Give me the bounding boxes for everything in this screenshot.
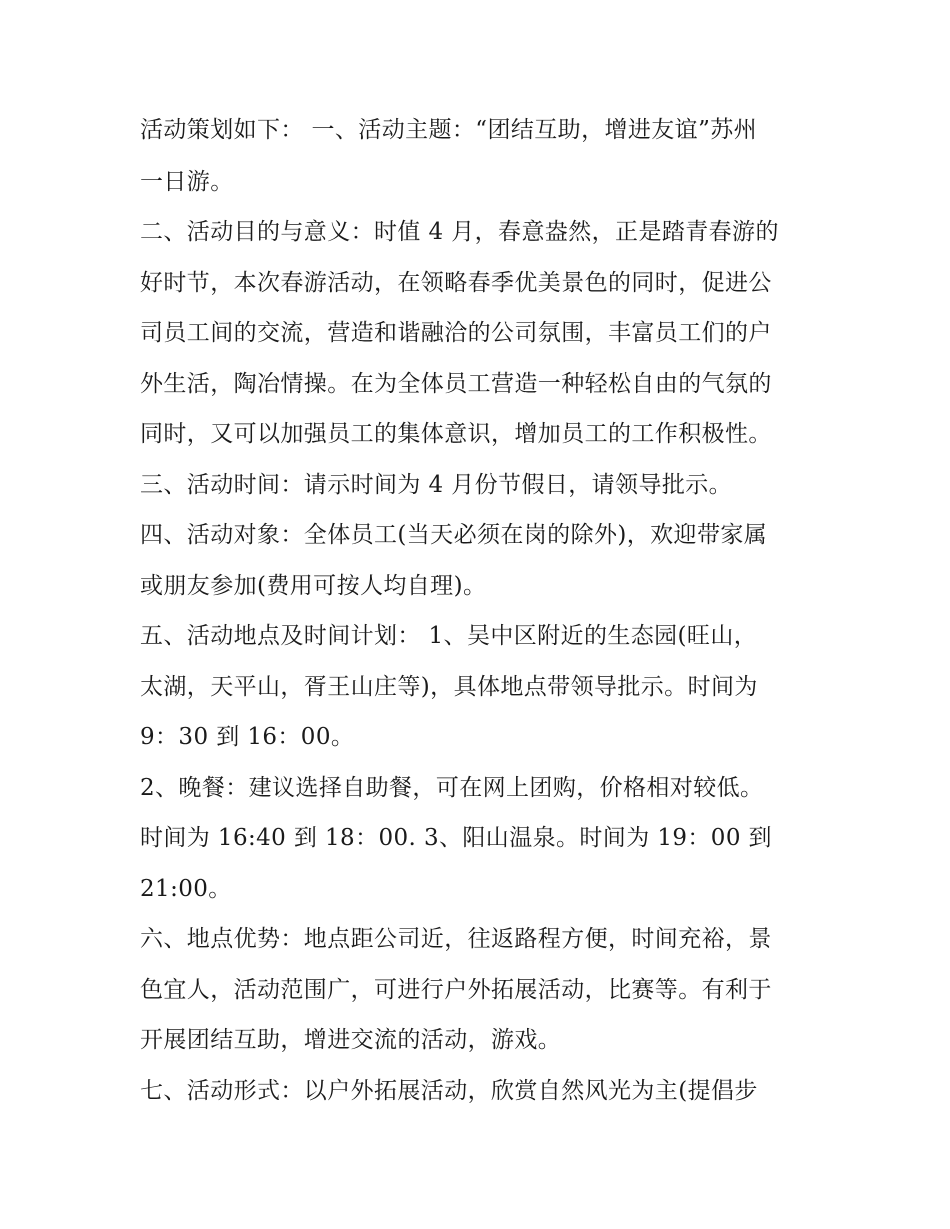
line-location-time: 9：30 到 16：00。 xyxy=(140,724,355,750)
line-theme: 活动策划如下： 一、活动主题：“团结互助，增进友谊”苏州 xyxy=(140,117,758,143)
line-advantage-2: 色宜人，活动范围广，可进行户外拓展活动，比赛等。有利于 xyxy=(140,977,772,1003)
line-spring-time: 21:00。 xyxy=(140,876,232,902)
line-location: 五、活动地点及时间计划： 1、吴中区附近的生态园(旺山， xyxy=(140,623,758,649)
line-purpose: 二、活动目的与意义：时值 4 月，春意盎然，正是踏青春游的 xyxy=(140,219,779,245)
line-purpose-2: 好时节，本次春游活动，在领略春季优美景色的同时，促进公 xyxy=(140,270,772,296)
line-purpose-3: 司员工间的交流，营造和谐融洽的公司氛围，丰富员工们的户 xyxy=(140,320,772,346)
line-advantage-3: 开展团结互助，增进交流的活动，游戏。 xyxy=(140,1027,562,1053)
line-purpose-4: 外生活，陶冶情操。在为全体员工营造一种轻松自由的气氛的 xyxy=(140,371,772,397)
line-location-2: 太湖，天平山，胥王山庄等)，具体地点带领导批示。时间为 xyxy=(140,674,758,700)
line-participants-2: 或朋友参加(费用可按人均自理)。 xyxy=(140,573,487,599)
line-purpose-5: 同时，又可以加强员工的集体意识，增加员工的工作积极性。 xyxy=(140,421,772,447)
line-time: 三、活动时间：请示时间为 4 月份节假日，请领导批示。 xyxy=(140,472,733,498)
line-theme-cont: 一日游。 xyxy=(140,169,234,195)
line-dinner-time: 时间为 16:40 到 18：00. 3、阳山温泉。时间为 19：00 到 xyxy=(140,825,772,851)
line-participants: 四、活动对象：全体员工(当天必须在岗的除外)，欢迎带家属 xyxy=(140,522,768,548)
line-format: 七、活动形式：以户外拓展活动，欣赏自然风光为主(提倡步 xyxy=(140,1078,758,1104)
line-dinner: 2、晚餐：建议选择自助餐，可在网上团购，价格相对较低。 xyxy=(140,775,764,801)
line-advantage: 六、地点优势：地点距公司近，往返路程方便，时间充裕，景 xyxy=(140,926,772,952)
